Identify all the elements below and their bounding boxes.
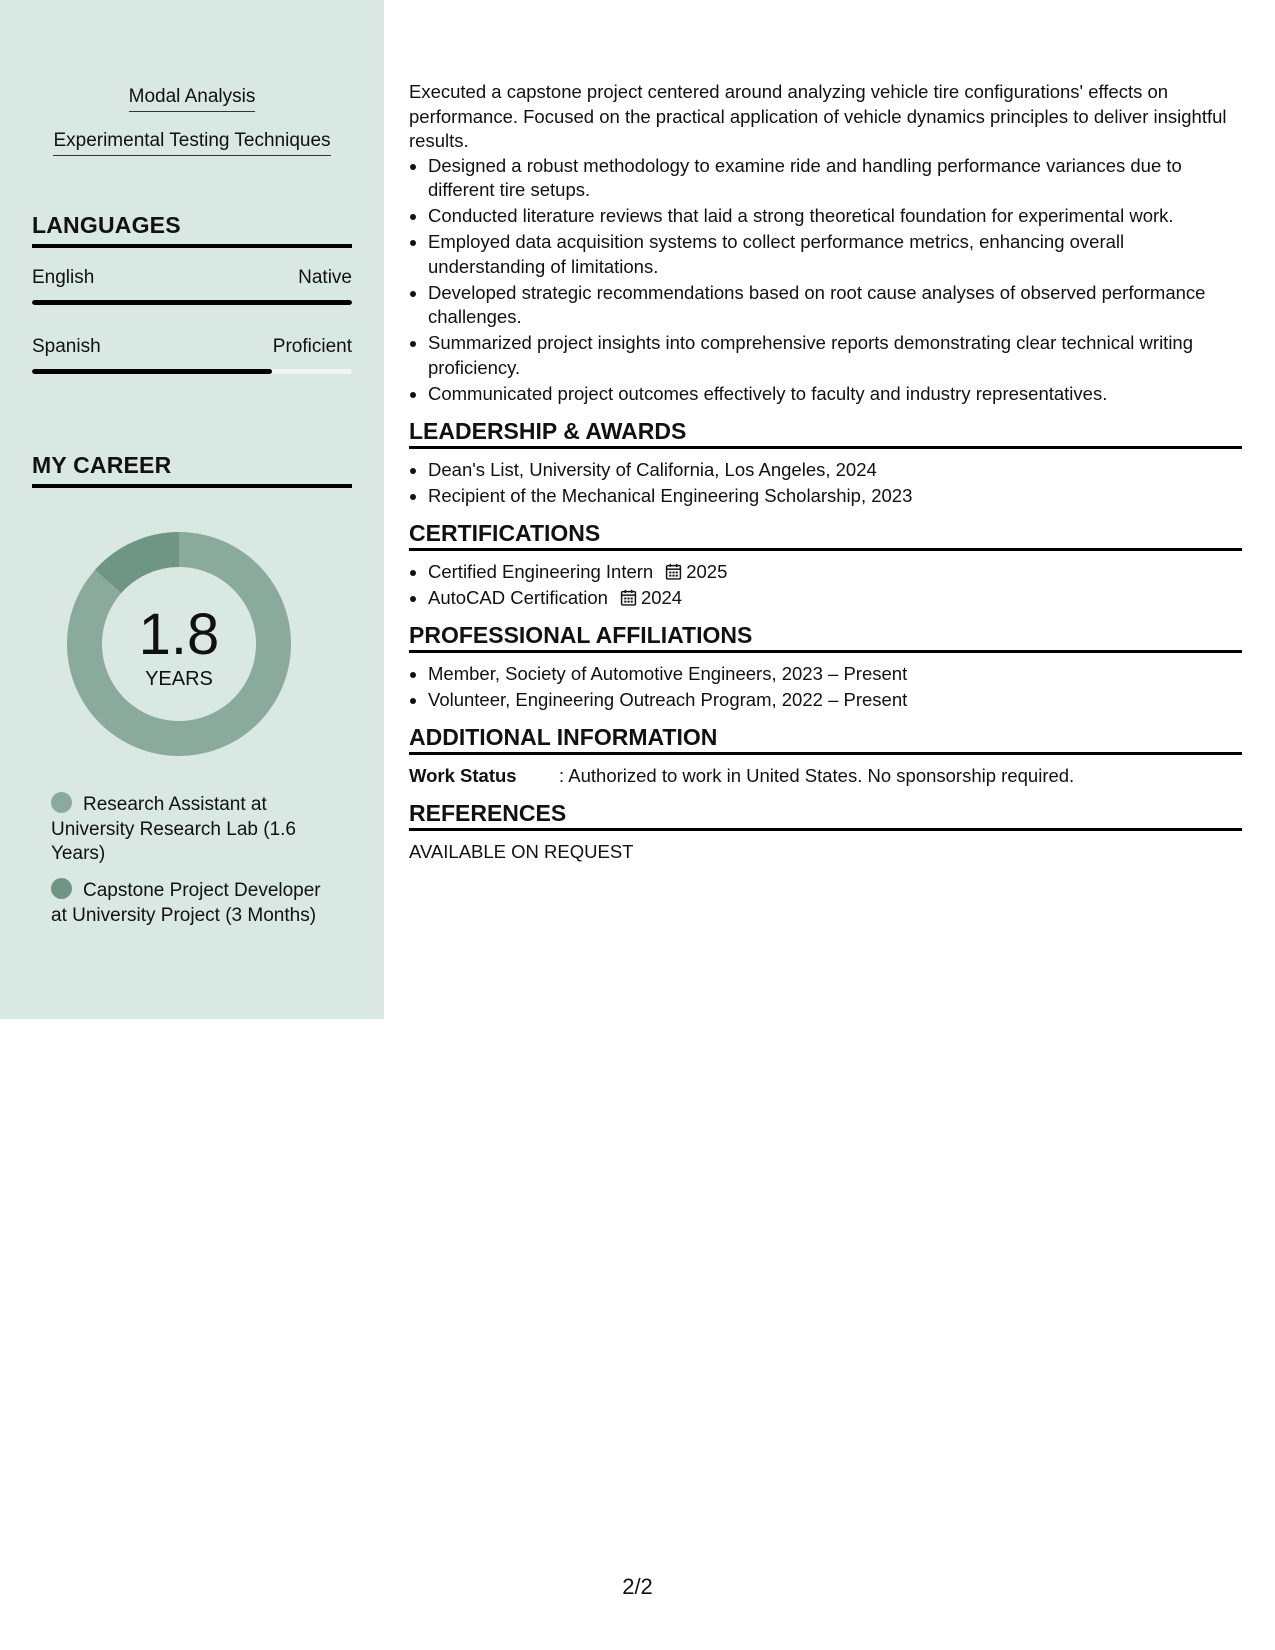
- list-item: • Developed strategic recommendations based on root cause analyses of observed performance challenges.: [428, 281, 1242, 330]
- list-item: • Designed a robust methodology to examine ride and handling performance variances due to different tire setups.: [428, 154, 1242, 203]
- certification-name: AutoCAD Certification: [428, 586, 608, 608]
- main-content: [409, 80, 1242, 864]
- list-item: • Conducted literature reviews that laid a strong theoretical foundation for experimental work.: [428, 204, 1242, 229]
- certifications-list: [409, 560, 1242, 611]
- career-total-value: 1.8: [138, 602, 220, 667]
- language-proficiency-fill: [32, 369, 272, 374]
- certifications-heading: CERTIFICATIONS: [409, 521, 1242, 551]
- calendar-icon: [665, 563, 682, 580]
- list-item: • Communicated project outcomes effectively to faculty and industry representatives.: [428, 382, 1242, 407]
- career-total-unit: YEARS: [145, 668, 213, 690]
- skill-item: Modal Analysis: [0, 86, 384, 112]
- career-legend-item: [51, 878, 321, 928]
- list-item: • Member, Society of Automotive Engineers, 2023 – Present: [428, 662, 1242, 687]
- work-status-value: : Authorized to work in United States. No sponsorship required.: [559, 764, 1075, 786]
- language-row: [32, 267, 352, 289]
- languages-heading: LANGUAGES: [32, 212, 352, 248]
- references-text: AVAILABLE ON REQUEST: [409, 840, 634, 862]
- affiliations-list: [409, 662, 1242, 713]
- language-level: Proficient: [272, 336, 352, 357]
- affiliations-heading: PROFESSIONAL AFFILIATIONS: [409, 623, 1242, 653]
- page-number: 2/2: [622, 1574, 653, 1599]
- list-item: [428, 560, 1242, 585]
- language-proficiency-bar: [32, 300, 352, 305]
- certification-name: Certified Engineering Intern: [428, 560, 654, 582]
- legend-dot: [51, 878, 72, 899]
- language-proficiency-fill: [32, 300, 352, 305]
- language-row: [32, 336, 352, 358]
- language-name: English: [32, 267, 95, 288]
- language-level: Native: [298, 267, 352, 288]
- additional-info-heading: ADDITIONAL INFORMATION: [409, 725, 1242, 755]
- list-item: • Recipient of the Mechanical Engineering Scholarship, 2023: [428, 484, 1242, 509]
- work-status-label: Work Status: [409, 764, 517, 786]
- language-proficiency-bar: [32, 369, 352, 374]
- list-item: [428, 586, 1242, 611]
- career-heading: MY CAREER: [32, 452, 352, 488]
- leadership-list: [409, 458, 1242, 509]
- legend-dot: [51, 792, 72, 813]
- certification-year: 2025: [686, 560, 728, 582]
- language-name: Spanish: [32, 336, 101, 357]
- project-bullets: [409, 154, 1242, 407]
- list-item: • Employed data acquisition systems to collect performance metrics, enhancing overall understanding of limitations.: [428, 230, 1242, 279]
- skill-item: Experimental Testing Techniques: [0, 130, 384, 156]
- career-legend-item: [51, 792, 321, 867]
- work-status-row: [409, 764, 1242, 789]
- references-heading: REFERENCES: [409, 801, 1242, 831]
- certification-year: 2024: [640, 586, 683, 608]
- list-item: • Volunteer, Engineering Outreach Program, 2022 – Present: [428, 688, 1242, 713]
- career-legend-label: Research Assistant at University Research Lab (1.6 Years): [51, 794, 296, 864]
- calendar-icon: [620, 589, 637, 606]
- leadership-heading: LEADERSHIP & AWARDS: [409, 419, 1242, 449]
- project-summary: Executed a capstone project centered around analyzing vehicle tire configurations' effects on performance. Focused on the practical application of vehicle dynamics principles to deliver insightful results.: [409, 81, 1227, 151]
- list-item: • Summarized project insights into comprehensive reports demonstrating clear technical writing proficiency.: [428, 331, 1242, 380]
- career-donut-chart: [66, 531, 292, 757]
- sidebar: [0, 0, 384, 1019]
- career-legend-label: Capstone Project Developer at University Project (3 Months): [51, 880, 321, 926]
- list-item: • Dean's List, University of California, Los Angeles, 2024: [428, 458, 1242, 483]
